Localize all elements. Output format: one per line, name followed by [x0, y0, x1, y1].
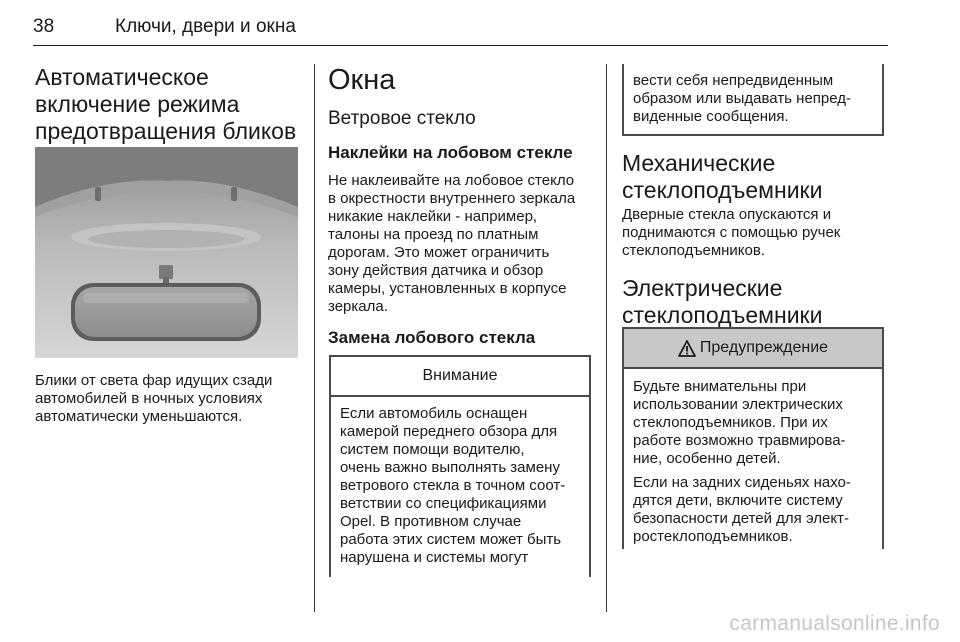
illustration-caption: Блики от света фар идущих сзади автомобилей в ночных условиях автоматически уменьшаются. — [35, 372, 273, 425]
column-divider-left — [314, 64, 315, 612]
notice-box-continued — [622, 64, 884, 136]
warning-title-bar — [624, 329, 882, 369]
notice-box — [329, 355, 591, 577]
warning-text: Будьте внимательны при использовании электрических стеклоподъемников. При их работе возможно травмирова- ние, особенно детей. Если на задних сиденьях нахо- дятся дети, включите систему безопасности детей для элект- ростеклоподъемников. — [633, 378, 851, 545]
notice-title: Внимание — [331, 357, 589, 397]
heading-manual-windows: Механические стеклоподъемники — [622, 150, 823, 203]
left-column — [35, 64, 305, 145]
chapter-title: Ключи, двери и окна — [115, 16, 296, 37]
heading-windshield-replacement: Замена лобового стекла — [328, 328, 536, 347]
mirror-illustration-icon — [35, 147, 298, 358]
notice-text: Если автомобиль оснащен камерой переднего обзора для систем помощи водителю, очень важно выполнять замену ветрового стекла в точном соот- ветствии со спецификациями Opel. В противном случае работа этих систем может быть нарушена и системы могут — [340, 405, 566, 566]
page-title: Окна — [328, 64, 396, 96]
heading-power-windows: Электрические стеклоподъемники — [622, 275, 823, 328]
heading-windshield-stickers: Наклейки на лобовом стекле — [328, 143, 573, 162]
watermark-link[interactable]: carmanualsonline.info — [729, 612, 940, 635]
manual-windows-paragraph: Дверные стекла опускаются и поднимаются с помощью ручек стеклоподъемников. — [622, 206, 841, 259]
page-header — [33, 6, 888, 46]
rear-view-mirror-illustration — [35, 147, 298, 358]
section-heading-anti-glare: Автоматическое включение режима предотвращения бликов — [35, 64, 297, 144]
warning-box — [622, 327, 884, 549]
subtitle-windshield: Ветровое стекло — [328, 108, 476, 129]
column-divider-right — [606, 64, 607, 612]
notice-continued-text: вести себя непредвиденным образом или выдавать непред- виденные сообщения. — [633, 72, 852, 125]
stickers-paragraph: Не наклеивайте на лобовое стекло в окрестности внутреннего зеркала никакие наклейки - например, талоны на проезд по платным дорогам. Это может ограничить зону действия датчика и обзор камеры, установленных в корпусе зеркала. — [328, 172, 576, 315]
warning-title: Предупреждение — [699, 339, 829, 356]
page-number: 38 — [33, 16, 55, 37]
warning-triangle-icon — [678, 340, 696, 357]
